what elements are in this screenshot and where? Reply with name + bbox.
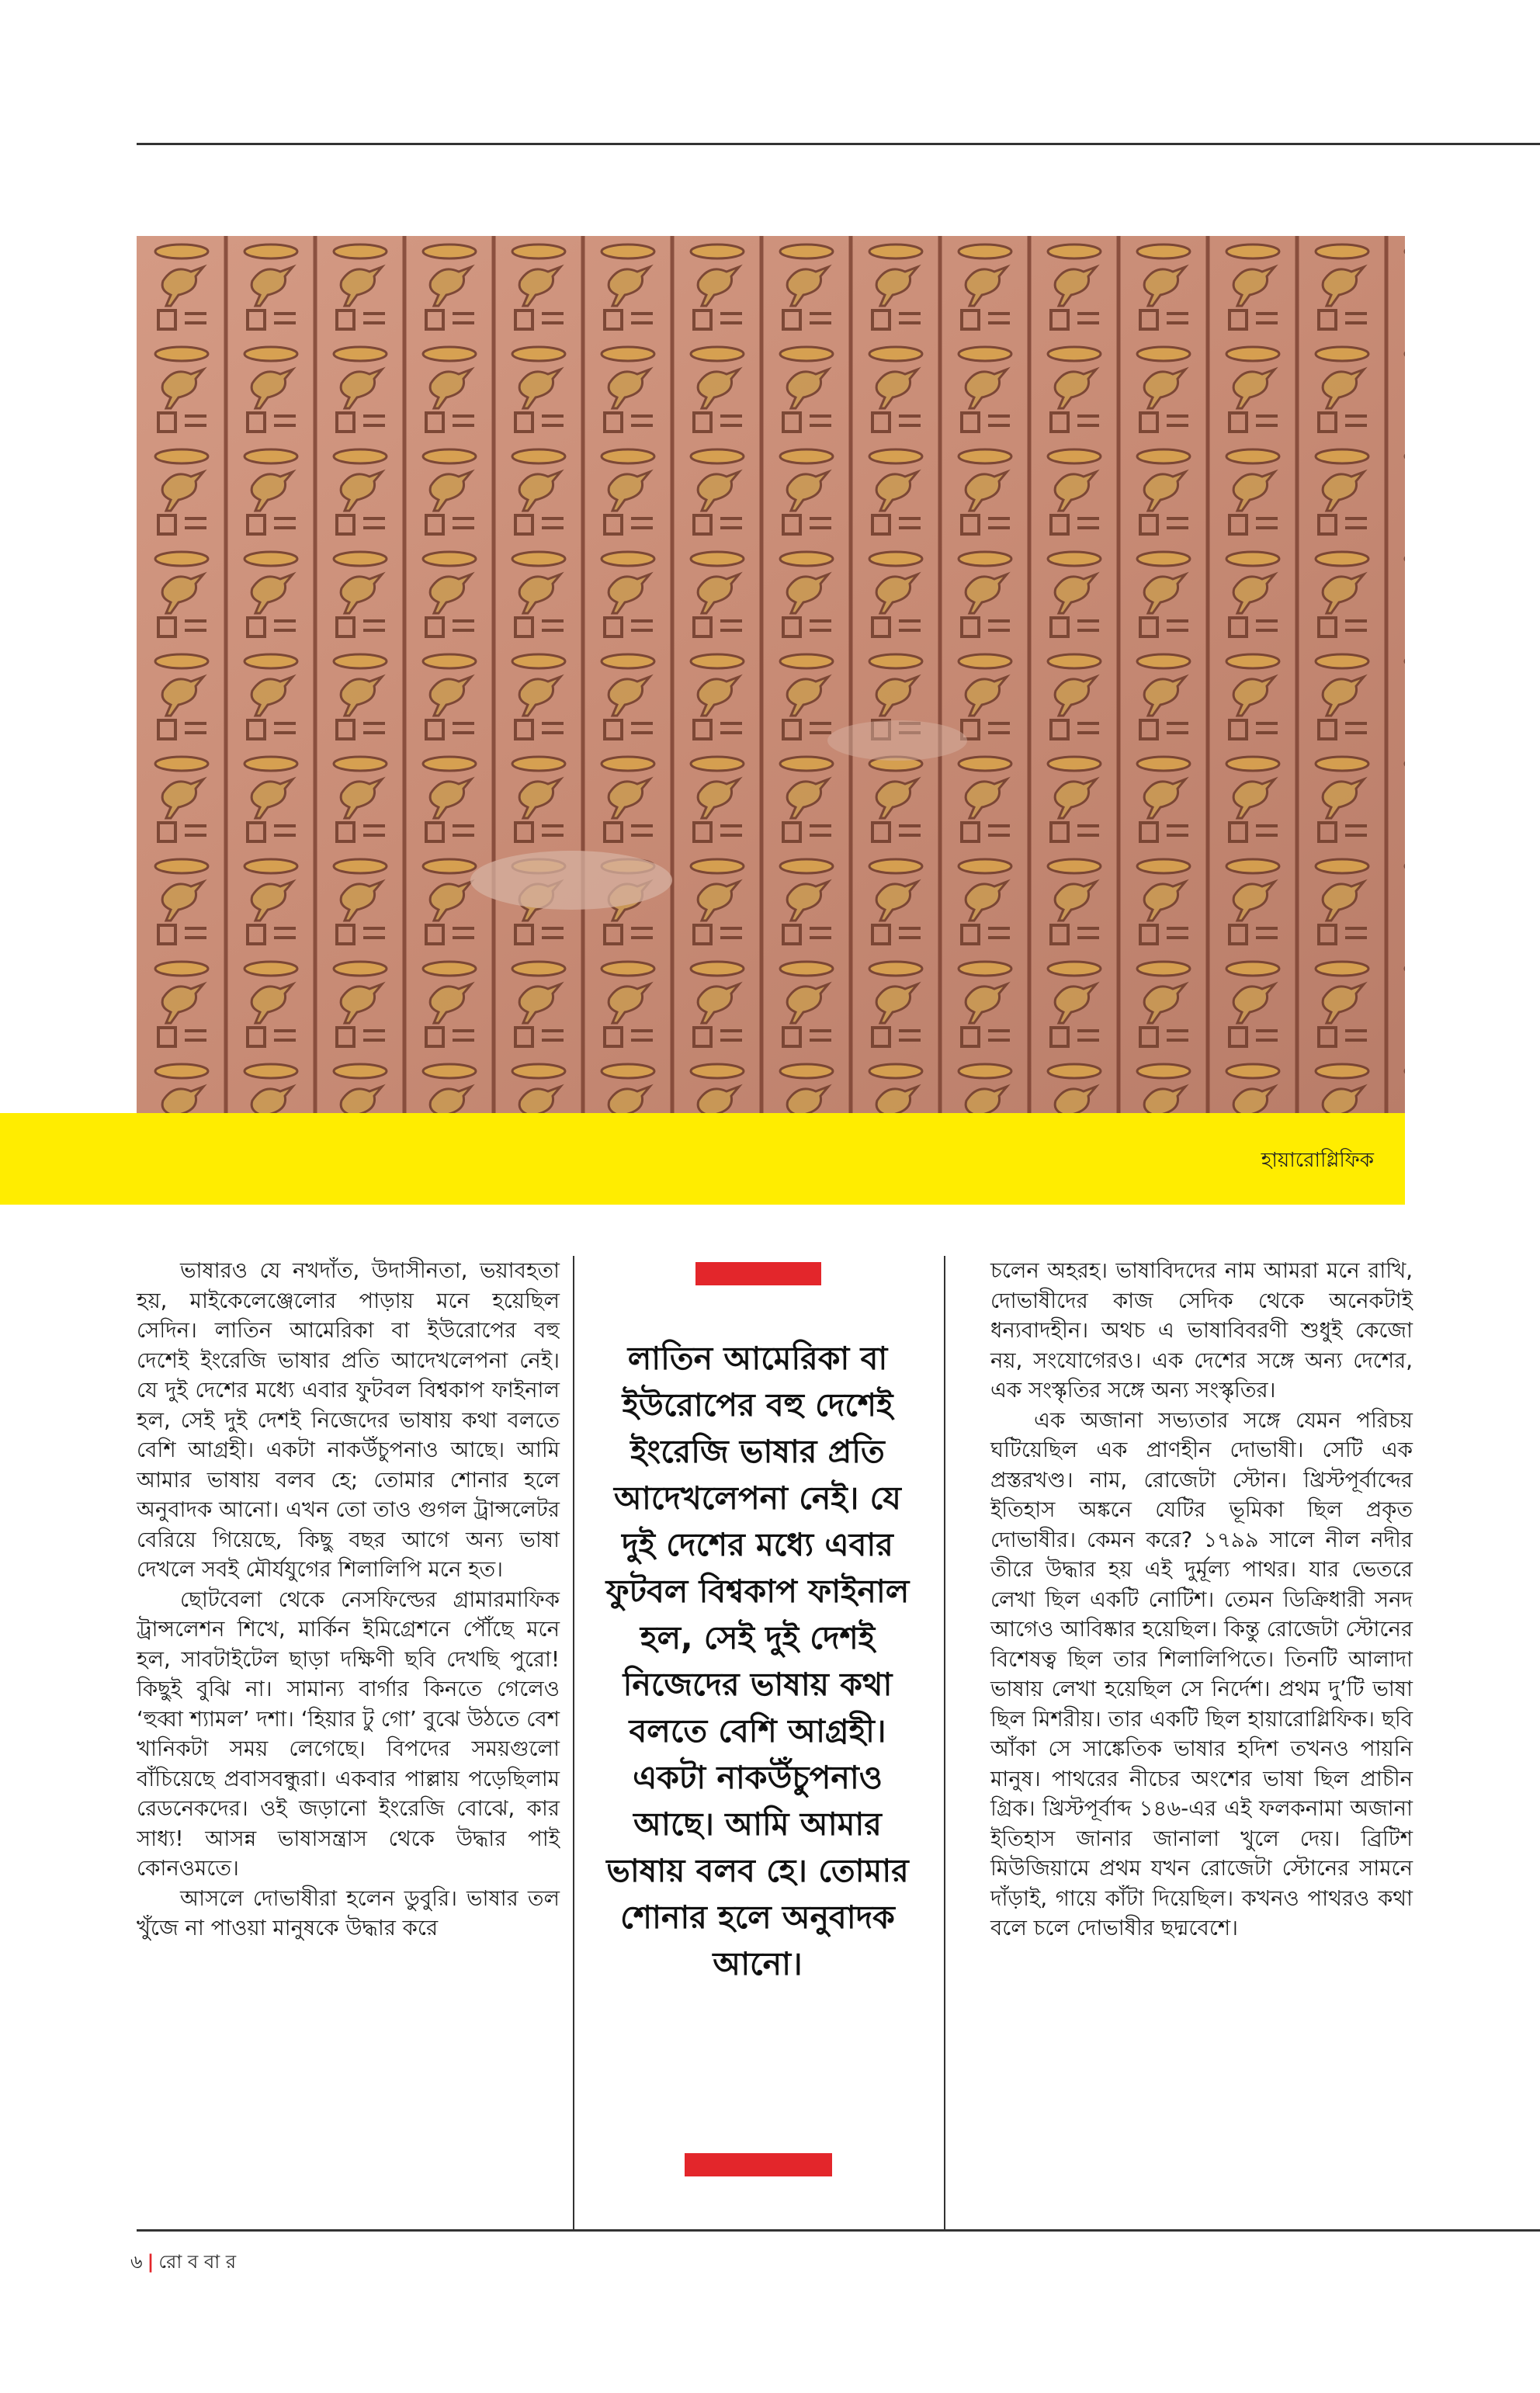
image-caption: হায়ারোগ্লিফিক — [1261, 1149, 1374, 1172]
page-number: ৬ — [130, 2251, 143, 2273]
left-column — [137, 1256, 560, 1944]
page-folio — [130, 2248, 236, 2279]
left-paragraph-2: ছোটবেলা থেকে নেসফিল্ডের গ্রামারমাফিক ট্রান্সলেশন শিখে, মার্কিন ইমিগ্রেশনে পৌঁছে মনে হল, সাবটাইটেল ছাড়া দক্ষিণী ছবি দেখছি পুরো! কিছুই বুঝি না। সামান্য বার্গার কিনতে গেলেও ‘হুব্বা শ্যামল’ দশা। ‘হিয়ার টু গো’ বুঝে উঠতে বেশ খানিকটা সময় লেগেছে। বিপদের সময়গুলো বাঁচিয়েছে প্রবাসবন্ধুরা। একবার পাল্লায় পড়েছিলাম রেডনেকদের। ওই জড়ানো ইংরেজি বোঝে, কার সাধ্য! আসন্ন ভাষাসন্ত্রাস থেকে উদ্ধার পাই কোনওমতে। — [137, 1587, 560, 1881]
right-column — [990, 1256, 1413, 1944]
caption-band — [0, 1113, 1405, 1205]
left-paragraph-1: ভাষারও যে নখদাঁত, উদাসীনতা, ভয়াবহতা হয়, মাইকেলেঞ্জেলোর পাড়ায় মনে হয়েছিল সেদিন। লাতিন আমেরিকা বা ইউরোপের বহু দেশেই ইংরেজি ভাষার প্রতি আদেখলেপনা নেই। যে দুই দেশের মধ্যে এবার ফুটবল বিশ্বকাপ ফাইনাল হল, সেই দুই দেশই নিজেদের ভাষায় কথা বলতে বেশি আগ্রহী। একটা নাকউঁচুপনাও আছে। আমি আমার ভাষায় বলব হে; তোমার শোনার হলে অনুবাদক আনো। এখন তো তাও গুগল ট্রান্সলেটর বেরিয়ে গিয়েছে, কিছু বছর আগে অন্য ভাষা দেখলে সবই মৌর্যযুগের শিলালিপি মনে হত। — [137, 1258, 560, 1582]
left-paragraph-3: আসলে দোভাষীরা হলেন ডুবুরি। ভাষার তল খুঁজে না পাওয়া মানুষকে উদ্ধার করে — [137, 1885, 560, 1940]
pull-quote-bottom-bar — [685, 2153, 832, 2176]
magazine-name: রো ব বা র — [158, 2251, 237, 2273]
pull-quote-top-bar — [695, 1262, 821, 1285]
right-paragraph-1: চলেন অহরহ। ভাষাবিদদের নাম আমরা মনে রাখি, দোভাষীদের কাজ সেদিক থেকে অনেকটাই ধন্যবাদহীন। অথচ এ ভাষাবিবরণী শুধুই কেজো নয়, সংযোগেরও। এক দেশের সঙ্গে অন্য দেশের, এক সংস্কৃতির সঙ্গে অন্য সংস্কৃতির। — [990, 1258, 1413, 1403]
column-rule-left — [573, 1256, 574, 2229]
column-rule-right — [944, 1256, 945, 2229]
bottom-rule — [137, 2229, 1540, 2232]
folio-separator: | — [147, 2251, 154, 2273]
hieroglyph-photo — [137, 236, 1405, 1113]
pull-quote: লাতিন আমেরিকা বা ইউরোপের বহু দেশেই ইংরেজি ভাষার প্রতি আদেখলেপনা নেই। যে দুই দেশের মধ্যে এবার ফুটবল বিশ্বকাপ ফাইনাল হল, সেই দুই দেশই নিজেদের ভাষায় কথা বলতে বেশি আগ্রহী। একটা নাকউঁচুপনাও আছে। আমি আমার ভাষায় বলব হে। তোমার শোনার হলে অনুবাদক আনো। — [605, 1340, 910, 1982]
right-paragraph-2: এক অজানা সভ্যতার সঙ্গে যেমন পরিচয় ঘটিয়েছিল এক প্রাণহীন দোভাষী। সেটি এক প্রস্তরখণ্ড। নাম, রোজেটা স্টোন। খ্রিস্টপূর্বাব্দের ইতিহাস অঙ্কনে যেটির ভূমিকা ছিল প্রকৃত দোভাষীর। কেমন করে? ১৭৯৯ সালে নীল নদীর তীরে উদ্ধার হয় এই দুর্মূল্য পাথর। যার ভেতরে লেখা ছিল একটি নোটিশ। তেমন ডিক্রিধারী সনদ আগেও আবিষ্কার হয়েছিল। কিন্তু রোজেটা স্টোনের বিশেষত্ব ছিল তার শিলালিপিতে। তিনটি আলাদা ভাষায় লেখা হয়েছিল সে নির্দেশ। প্রথম দু’টি ভাষা ছিল মিশরীয়। তার একটি ছিল হায়ারোগ্লিফিক। ছবি আঁকা সে সাঙ্কেতিক ভাষার হদিশ তখনও পায়নি মানুষ। পাথরের নীচের অংশের ভাষা ছিল প্রাচীন গ্রিক। খ্রিস্টপূর্বাব্দ ১৪৬-এর এই ফলকনামা অজানা ইতিহাস জানার জানালা খুলে দেয়। ব্রিটিশ মিউজিয়ামে প্রথম যখন রোজেটা স্টোনের সামনে দাঁড়াই, গায়ে কাঁটা দিয়েছিল। কখনও পাথরও কথা বলে চলে দোভাষীর ছদ্মবেশে। — [990, 1407, 1413, 1940]
top-rule — [137, 143, 1540, 145]
